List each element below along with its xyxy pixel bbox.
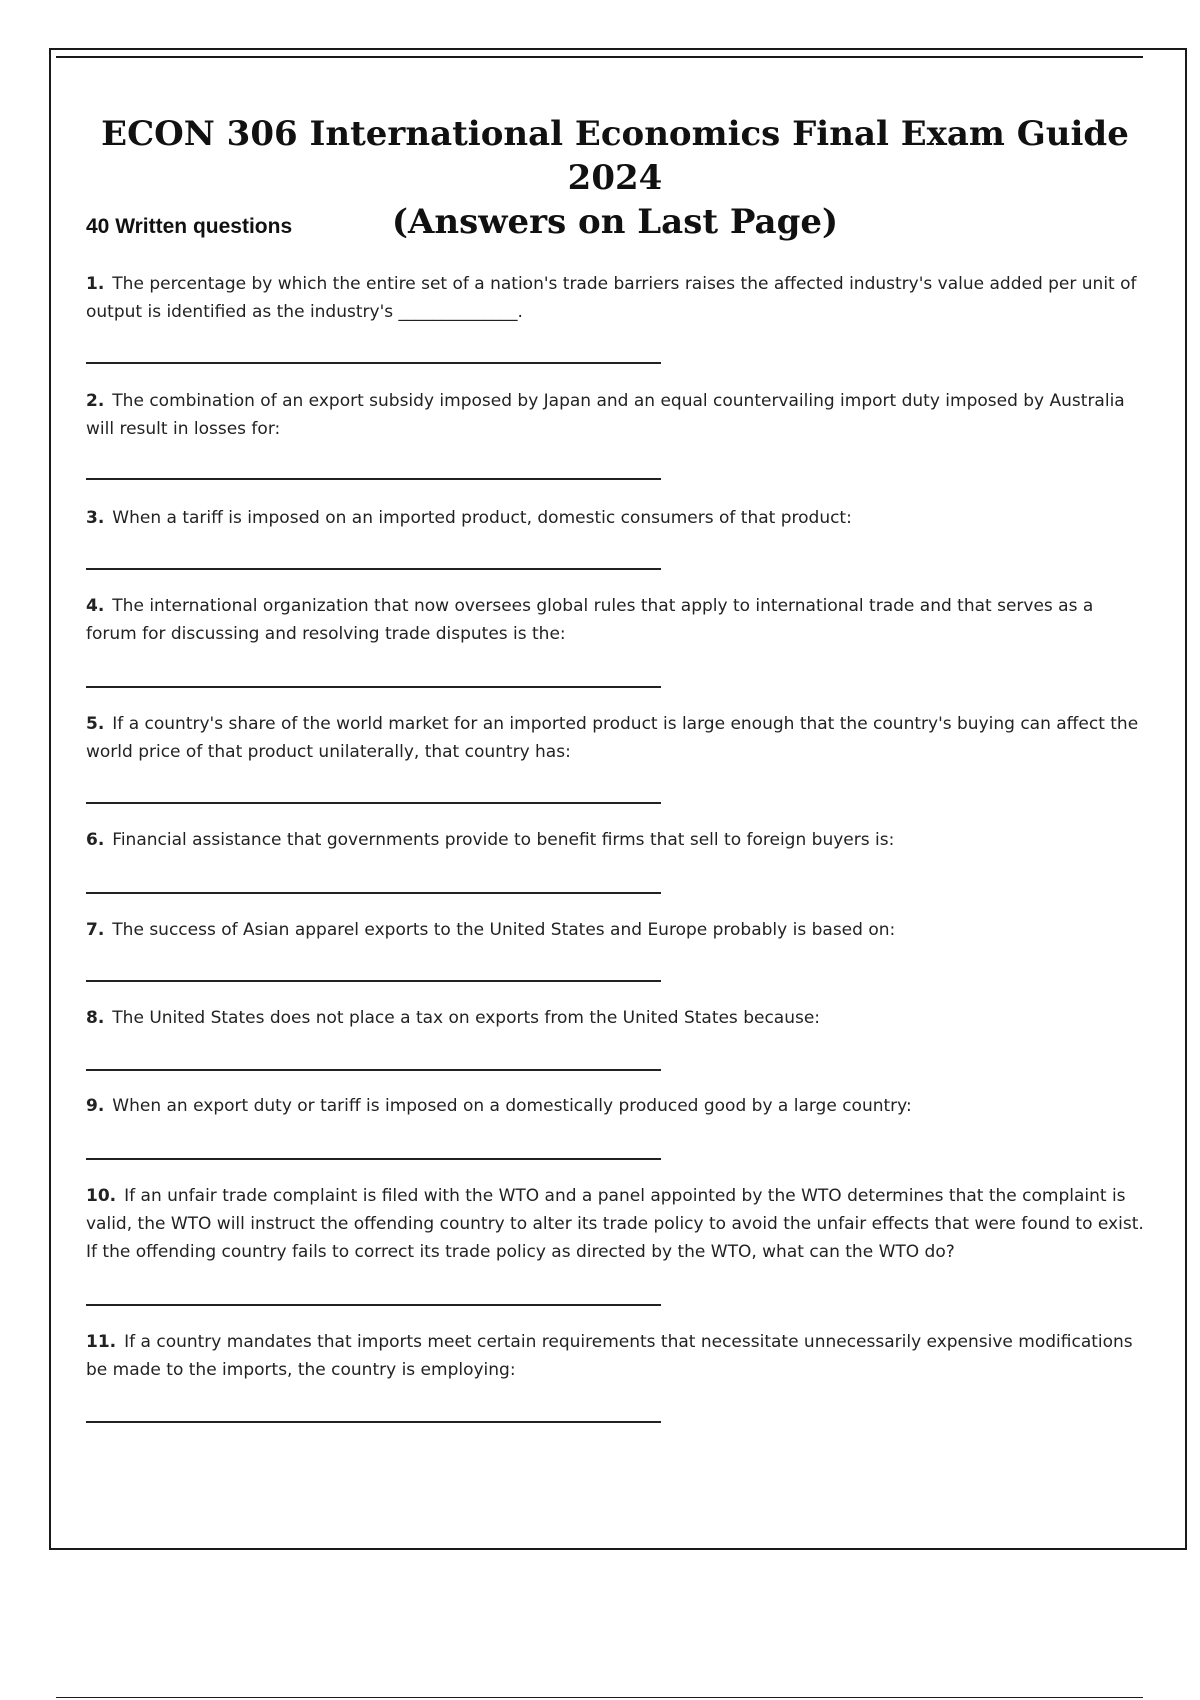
section-heading: 40 Written questions bbox=[86, 215, 293, 238]
question-text-block bbox=[86, 1328, 1146, 1384]
question-number: 9. bbox=[86, 1096, 105, 1116]
question-text: Financial assistance that governments provide to benefit firms that sell to foreign buyers is: bbox=[112, 830, 895, 850]
answer-line[interactable] bbox=[86, 1421, 661, 1423]
question-number: 7. bbox=[86, 920, 105, 940]
question-item bbox=[86, 826, 1146, 854]
question-item bbox=[86, 1328, 1146, 1384]
question-item bbox=[86, 504, 1146, 532]
question-item bbox=[86, 916, 1146, 944]
question-item bbox=[86, 1092, 1146, 1120]
answer-line[interactable] bbox=[86, 802, 661, 804]
question-text: The success of Asian apparel exports to the United States and Europe probably is based on: bbox=[112, 920, 896, 940]
question-number: 2. bbox=[86, 391, 105, 411]
question-item bbox=[86, 710, 1146, 766]
answer-line[interactable] bbox=[86, 892, 661, 894]
question-item bbox=[86, 270, 1146, 326]
answer-line[interactable] bbox=[86, 362, 661, 364]
question-text: The percentage by which the entire set of a nation's trade barriers raises the affected industry's value added per unit of output is identified as the industry's ______________. bbox=[86, 274, 1137, 322]
question-text: The United States does not place a tax on exports from the United States because: bbox=[112, 1008, 821, 1028]
answer-line[interactable] bbox=[86, 1069, 661, 1071]
question-number: 6. bbox=[86, 830, 105, 850]
question-item bbox=[86, 592, 1146, 648]
question-number: 3. bbox=[86, 508, 105, 528]
question-text-block bbox=[86, 1092, 1146, 1120]
question-text-block bbox=[86, 710, 1146, 766]
question-number: 10. bbox=[86, 1186, 117, 1206]
question-text: If a country's share of the world market for an imported product is large enough that the country's buying can affect the world price of that product unilaterally, that country has: bbox=[86, 714, 1139, 762]
question-text-block bbox=[86, 826, 1146, 854]
question-number: 4. bbox=[86, 596, 105, 616]
question-text-block bbox=[86, 1182, 1146, 1266]
question-number: 11. bbox=[86, 1332, 117, 1352]
question-text-block bbox=[86, 1004, 1146, 1032]
question-text: The international organization that now oversees global rules that apply to international trade and that serves as a forum for discussing and resolving trade disputes is the: bbox=[86, 596, 1094, 644]
answer-line[interactable] bbox=[86, 478, 661, 480]
answer-line[interactable] bbox=[86, 1304, 661, 1306]
top-divider bbox=[56, 56, 1143, 58]
answer-line[interactable] bbox=[86, 568, 661, 570]
question-text: When an export duty or tariff is imposed on a domestically produced good by a large country: bbox=[112, 1096, 912, 1116]
answer-line[interactable] bbox=[86, 980, 661, 982]
question-text-block bbox=[86, 592, 1146, 648]
question-text-block bbox=[86, 916, 1146, 944]
question-number: 8. bbox=[86, 1008, 105, 1028]
question-text: When a tariff is imposed on an imported product, domestic consumers of that product: bbox=[112, 508, 852, 528]
question-text: The combination of an export subsidy imposed by Japan and an equal countervailing import duty imposed by Australia will result in losses for: bbox=[86, 391, 1125, 439]
question-text: If an unfair trade complaint is filed with the WTO and a panel appointed by the WTO determines that the complaint is valid, the WTO will instruct the offending country to alter its trade policy to avoid the unfair effects that were found to exist. If the offending country fails to correct its trade policy as directed by the WTO, what can the WTO do? bbox=[86, 1186, 1144, 1262]
question-text-block bbox=[86, 270, 1146, 326]
question-text-block bbox=[86, 387, 1146, 443]
answer-line[interactable] bbox=[86, 686, 661, 688]
question-number: 1. bbox=[86, 274, 105, 294]
question-number: 5. bbox=[86, 714, 105, 734]
bottom-divider bbox=[56, 1697, 1143, 1698]
question-text-block bbox=[86, 504, 1146, 532]
answer-line[interactable] bbox=[86, 1158, 661, 1160]
question-item bbox=[86, 1182, 1146, 1266]
title-line-2: (Answers on Last Page) bbox=[391, 202, 839, 242]
question-item bbox=[86, 387, 1146, 443]
title-line-1: ECON 306 International Economics Final Exam Guide 2024 bbox=[101, 114, 1129, 198]
question-text: If a country mandates that imports meet certain requirements that necessitate unnecessarily expensive modifications be made to the imports, the country is employing: bbox=[86, 1332, 1133, 1380]
question-item bbox=[86, 1004, 1146, 1032]
